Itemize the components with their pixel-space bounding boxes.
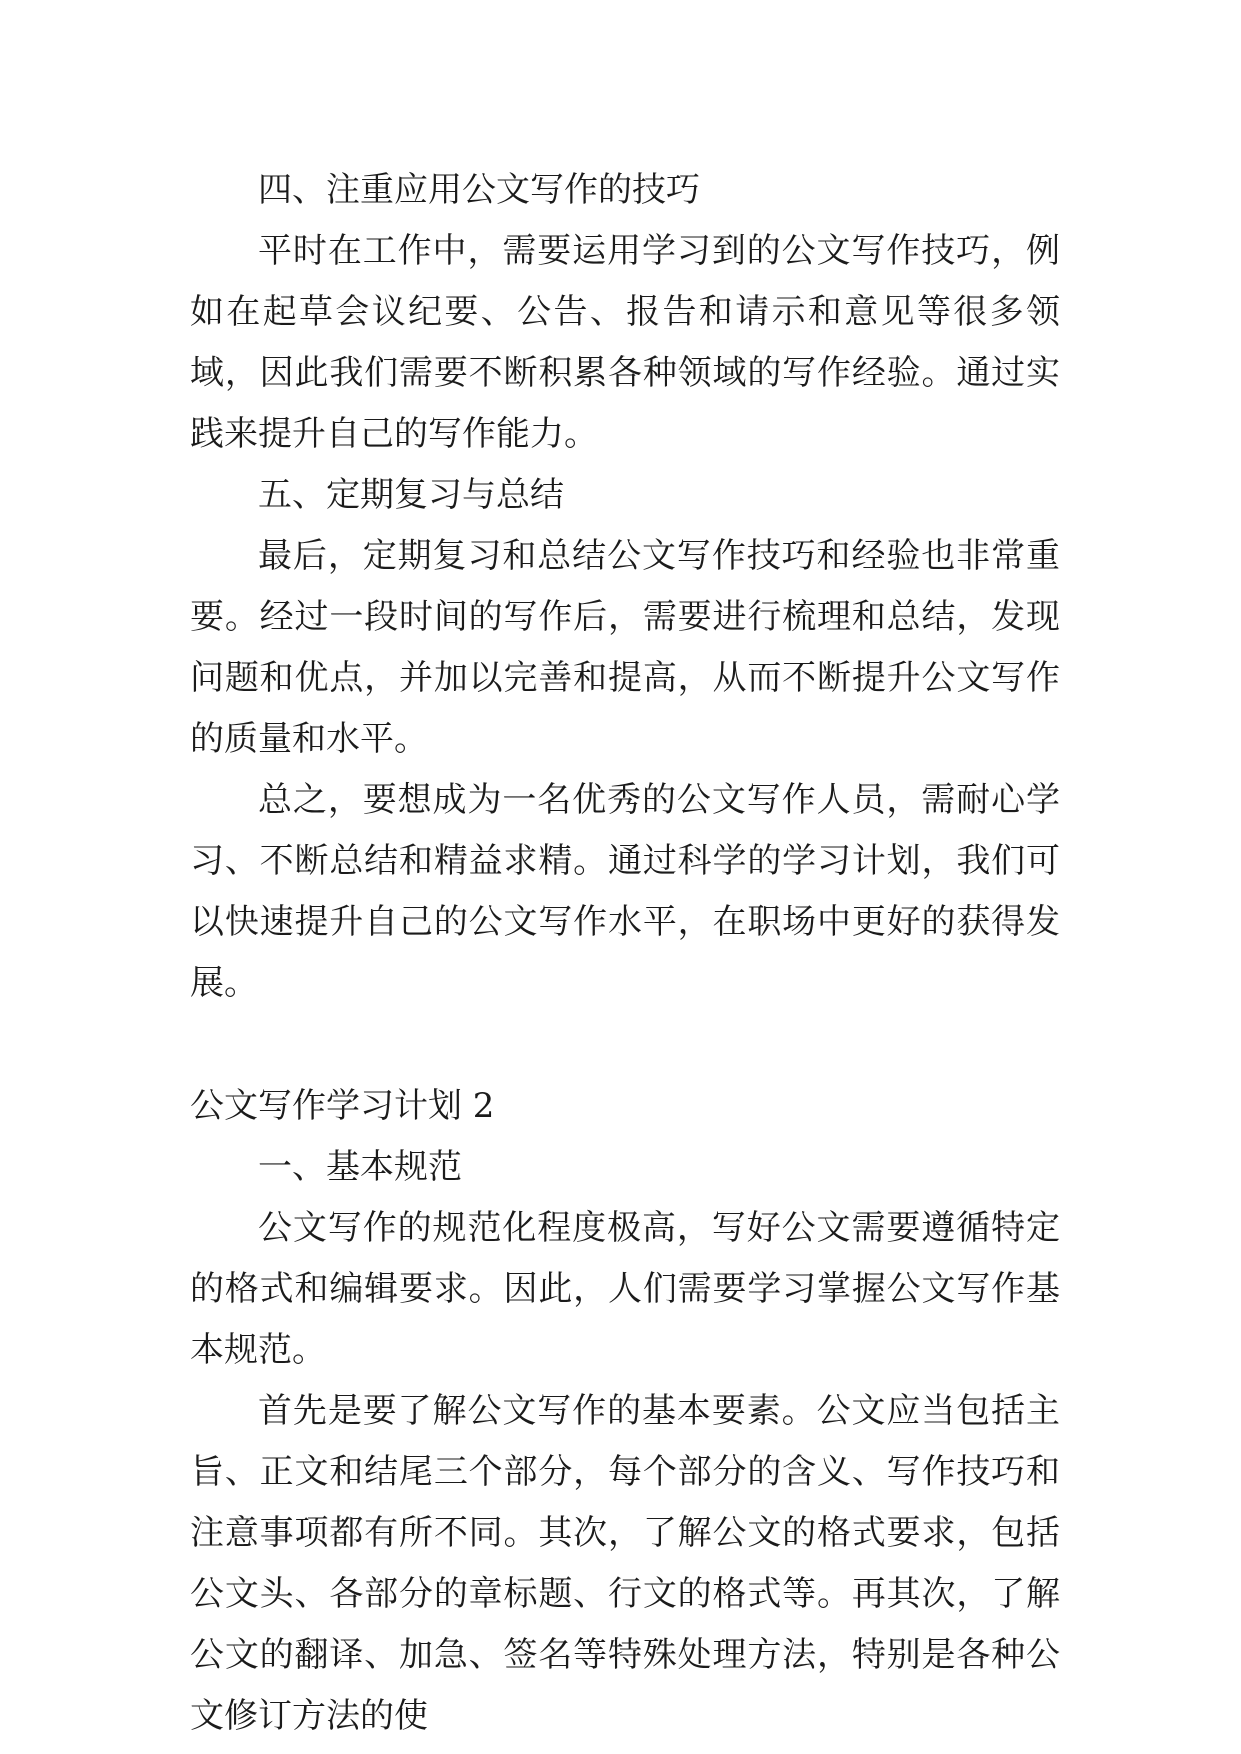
document-body: [190, 160, 1060, 1747]
plan-2-title: 公文写作学习计划 2: [190, 1086, 495, 1126]
paragraph-section-5: 最后，定期复习和总结公文写作技巧和经验也非常重要。经过一段时间的写作后，需要进行梳理和总结，发现问题和优点，并加以完善和提高，从而不断提升公文写作的质量和水平。: [190, 536, 1060, 759]
paragraph-conclusion: 总之，要想成为一名优秀的公文写作人员，需耐心学习、不断总结和精益求精。通过科学的学习计划，我们可以快速提升自己的公文写作水平，在职场中更好的获得发展。: [190, 780, 1060, 1003]
plan-2-paragraph-1: 公文写作的规范化程度极高，写好公文需要遵循特定的格式和编辑要求。因此，人们需要学习掌握公文写作基本规范。: [190, 1208, 1060, 1370]
plan-2-paragraph-2: 首先是要了解公文写作的基本要素。公文应当包括主旨、正文和结尾三个部分，每个部分的含义、写作技巧和注意事项都有所不同。其次，了解公文的格式要求，包括公文头、各部分的章标题、行文的格式等。再其次，了解公文的翻译、加急、签名等特殊处理方法，特别是各种公文修订方法的使: [190, 1391, 1060, 1736]
section-heading-4: 四、注重应用公文写作的技巧: [258, 170, 700, 210]
paragraph-section-4: 平时在工作中，需要运用学习到的公文写作技巧，例如在起草会议纪要、公告、报告和请示和意见等很多领域，因此我们需要不断积累各种领域的写作经验。通过实践来提升自己的写作能力。: [190, 231, 1060, 454]
plan-2-heading-1: 一、基本规范: [258, 1147, 462, 1187]
section-heading-5: 五、定期复习与总结: [258, 475, 564, 515]
